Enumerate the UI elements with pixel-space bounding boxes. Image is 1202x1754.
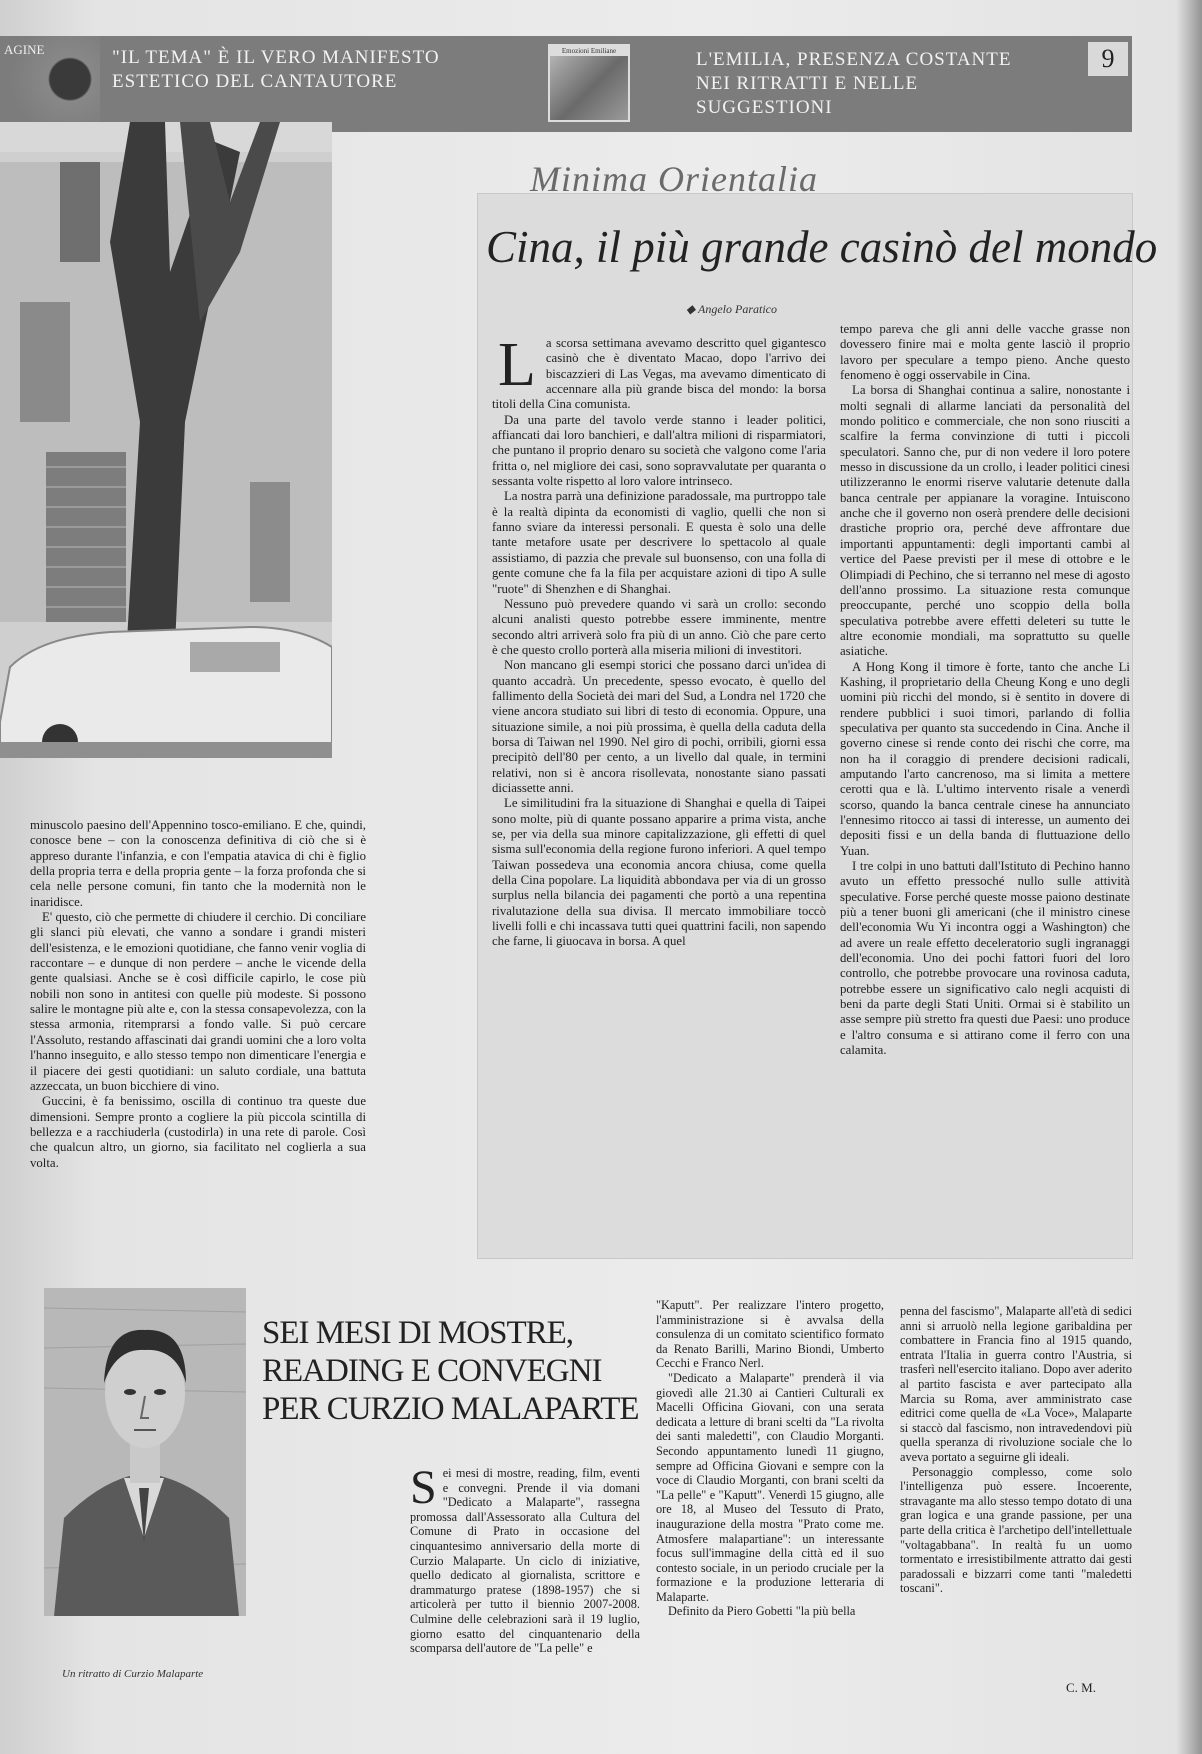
header-right-line1: L'EMILIA, PRESENZA COSTANTE [696, 49, 1012, 70]
article-paragraph: tempo pareva che gli anni delle vacche grasse non dovessero finire mai e molta gente lasciò il proprio lavoro per speculare a tempo pieno. Anche questo fenomeno è oggi osservabile in Cina. [840, 322, 1130, 383]
article-paragraph: I tre colpi in uno battuti dall'Istituto di Pechino hanno avuto un effetto pressoché nullo sulle attività speculative. Forse perché queste mosse paiono destinate più a tener buoni gli americani (che il ministro cinese dell'economia Wu Yi incontra oggi a Washington) che ad avere un reale effetto deceleratorio sugli ingranaggi dell'economia. Uno dei pochi fattori fuori del loro controllo, che potrebbe provocare una rovinosa caduta, potrebbe essere un significativo calo negli acquisti di beni da parte degli Stati Uniti. Ormai si è stabilito un asse sempre più stretto fra questi due Paesi: uno produce e l'altro consuma e si attirano come il ferro con una calamita. [840, 859, 1130, 1058]
bottom-headline-line1: SEI MESI DI MOSTRE, [262, 1315, 574, 1351]
author-signature: C. M. [1066, 1680, 1096, 1695]
paragraph-text: a scorsa settimana avevamo descritto quel gigantesco casinò che è diventato Macao, dopo l'arrivo dei biscazzieri di Las Vegas, ma avevamo dimenticato di accennare alla più grande bisca del mondo: la borsa titoli della Cina comunista. [492, 336, 826, 412]
byline-author: Angelo Paratico [698, 302, 777, 316]
article-headline: Cina, il più grande casinò del mondo [486, 222, 1158, 272]
article-paragraph: Le similitudini fra la situazione di Shanghai e quella di Taipei sono molte, più di quante possano apparire a prima vista, anche se, per via della sua minore capitalizzazione, gli effetti di quel sisma sull'economia della regione furono inferiori. A quel tempo Taiwan possedeva una economia ancora chiusa, come quella della Cina popolare. La liquidità abbondava per via di un grosso surplus nella bilancia dei pagamenti che portò a una repentina rivalutazione della sua divisa. Il mercato immobiliare toccò livelli folli e chi incassava tutti quei quattrini facili, non sapendo che farne, li giuocava in borsa. A quel [492, 796, 826, 949]
bottom-headline-line2: READING E CONVEGNI [262, 1353, 602, 1389]
left-column-text [30, 818, 366, 1171]
article-paragraph [492, 331, 826, 413]
article-paragraph: A Hong Kong il timore è forte, tanto che anche Li Kashing, il proprietario della Cheung Kong e uno degli uomini più ricchi del mondo, si è sentito in dovere di rendere pubblici i suoi timori, parlando di follia speculativa per quanto sta succedendo in Cina. Anche il governo cinese si rende conto dei rischi che corre, ma non ha il coraggio di prendere decisioni radicali, amputando l'arto cancrenoso, ma si limita a mettere cerotti qua e là. L'ultimo intervento risale a venerdì scorso, quando la banca centrale cinese ha annunciato l'ennesimo ritocco ai tassi di interesse, un aumento dei depositi fissi e un della banda di fluttuazione dello Yuan. [840, 659, 1130, 858]
page-edge-shadow [1176, 0, 1202, 1754]
bottom-column-1 [410, 1461, 640, 1656]
dropcap: L [498, 331, 536, 399]
article-column-2 [840, 322, 1130, 1252]
left-column-paragraph: Guccini, è fa benissimo, oscilla di continuo tra queste due dimensioni. Sempre pronto a cogliere la più piccola scintilla di bellezza e a racchiuderla (custodirla) in una rete di parole. Così che qualcun altro, un giorno, sia facilitato nel coglierla a sua volta. [30, 1094, 366, 1170]
bottom-headline [262, 1314, 662, 1428]
article-column-1 [492, 322, 826, 1252]
bottom-paragraph: "Kaputt". Per realizzare l'intero progetto, l'amministrazione si è avvalsa della consulenza di un comitato scientifico formato da Renato Barilli, Marino Biondi, Umberto Cecchi e Franco Nerl. [656, 1298, 884, 1371]
header-right-headline [696, 48, 1056, 120]
bottom-column-2 [656, 1298, 884, 1619]
article-paragraph: Non mancano gli esempi storici che possano darci un'idea di quanto accadrà. Un precedente, spesso evocato, è quello del fallimento della Società dei mari del Sud, a Londra nel 1720 che viene ancora studiato sui libri di testo di economia. Oppure, una situazione simile, a noi più prossima, è quella della caduta della borsa di Taiwan nel 1990. Nel giro di pochi, orribili, giorni essa precipitò dell'80 per cento, a un livello dal quale, in termini relativi, non si è ancora risollevata, nonostante siano passati diciassette anni. [492, 658, 826, 795]
bottom-paragraph [410, 1461, 640, 1656]
article-paragraph: La nostra parrà una definizione paradossale, ma purtroppo tale è la realtà dipinta da economisti di vaglio, quelli che non si fanno sviare da interessi personali. E questa è solo una delle tante metafore usate per descrivere lo spettacolo al quale assistiamo, di pazzia che prevale sul buonsenso, con una folla di gente comune che fa la fila per acquistare azioni di tipo A sulle "ruote" di Shenzhen e di Shanghai. [492, 489, 826, 596]
header-right-line2: NEI RITRATTI E NELLE SUGGESTIONI [696, 73, 919, 118]
bottom-headline-line3: PER CURZIO MALAPARTE [262, 1391, 639, 1427]
paragraph-text: ei mesi di mostre, reading, film, eventi e convegni. Prende il via domani "Dedicato a Malaparte", rassegna promossa dall'Assessorato alla Cultura del Comune di Prato in occasione del cinquantesimo anniversario della morte di Curzio Malaparte. Un ciclo di iniziative, quello dedicato al giornalista, scrittore e drammaturgo pratese (1898-1957) che si articolerà per tutto il biennio 2007-2008. Culmine delle celebrazioni sarà il 19 luglio, giorno esatto del cinquantenario della scomparsa dell'autore de "La pelle" e [410, 1466, 640, 1656]
street-photo [0, 122, 332, 758]
bottom-paragraph: penna del fascismo", Malaparte all'età di sedici anni si arruolò nella legione garibaldina per combattere in Francia fino al 1915 quando, entrata l'Italia in guerra contro l'Austria, si trasferì nell'esercito italiano. Dopo aver aderito al partito fascista e aver partecipato alla Marcia su Roma, aver amministrato case editrici come quella de «La Voce», Malaparte si staccò dal fascismo, non intravedendovi più quella speranza di rivoluzione sociale che lo aveva portato a seguirne gli ideali. [900, 1304, 1132, 1464]
column-kicker: Minima Orientalia [530, 159, 818, 199]
portrait-caption: Un ritratto di Curzio Malaparte [62, 1668, 204, 1680]
street-photo-image [0, 122, 332, 758]
left-column-paragraph: minuscolo paesino dell'Appennino tosco-emiliano. E che, quindi, conosce bene – con la conoscenza definitiva di ciò che si è appreso durante l'infanzia, e con l'empatia atavica di chi è figlio della propria terra e della propria gente – la forza profonda che si cela nelle persone comuni, fin tanto che la modernità non le inaridisce. [30, 818, 366, 909]
malaparte-portrait [44, 1288, 246, 1616]
article-paragraph: La borsa di Shanghai continua a salire, nonostante i molti segnali di allarme lanciati da personalità del mondo politico e commerciale, che non sono riusciti a scalfire la ferma convinzione di tutti i piccoli speculatori. Sanno che, pur di non vedere il loro potere messo in discussione da un crollo, i leader politici cinesi utilizzeranno le enormi riserve valutarie detenute dalla banca centrale per appianare la voragine. Intuiscono anche che il governo non oserà prendere delle decisioni drastiche proprio ora, perché deve affrontare due importanti appuntamenti: degli importanti cambi al vertice del Paese previsti per il mese di ottobre e le Olimpiadi di Pechino, che si terranno nel mese di agosto dell'anno prossimo. La situazione resta comunque preoccupante, perché uno scoppio della bolla speculativa potrebbe avere effetti deleteri su tutte le altre economie mondiali, ma soprattutto su quelle asiatiche. [840, 383, 1130, 659]
page-number: 9 [1088, 42, 1128, 76]
article-paragraph: Da una parte del tavolo verde stanno i leader politici, affiancati dai loro banchieri, e dall'altra milioni di risparmiatori, che puntano il proprio denaro su società che valgono come l'aria fritta o, nel migliore dei casi, sono sopravvalutate per quaranta o sessanta volte rispetto al loro valore intrinseco. [492, 412, 826, 489]
header-thumbnail-caption: Emozioni Emiliane [550, 46, 628, 56]
header-thumbnail [548, 44, 630, 122]
portrait-image [44, 1288, 246, 1616]
header-left-line1: "IL TEMA" È IL VERO MANIFESTO [112, 47, 440, 68]
header-left-line2: ESTETICO DEL CANTAUTORE [112, 71, 398, 92]
section-logo [0, 36, 100, 132]
article-body [484, 322, 1130, 1252]
bottom-paragraph: "Dedicato a Malaparte" prenderà il via giovedì alle 21.30 ai Cantieri Culturali ex Macelli Officina Giovani, con una serata dedicata a letture di brani scelti da "La rivolta dei santi maledetti", con Claudio Morganti. Secondo appuntamento lunedì 11 giugno, sempre ad Officina Giovani e sempre con la voce di Claudio Morganti, con brani scelti da "La pelle" e "Kaputt". Venerdì 15 giugno, alle ore 18, al Museo del Tessuto di Prato, inaugurazione della mostra "Prato come me. Atmosfere malapartiane": un interessante focus sull'immagine della città ed il suo contesto sociale, in un periodo cruciale per la formazione e la produzione letteraria di Malaparte. [656, 1370, 884, 1604]
bottom-paragraph: Personaggio complesso, come solo l'intelligenza può essere. Incoerente, stravagante ma allo stesso tempo dotato di una gran logica e una grande passione, per una parte della critica è l'archetipo dell'intellettuale "voltagabbana". In realtà fu un uomo tormentato e irresistibilmente attratto dai gesti paradossali e bizzarri come tanti "maledetti toscani". [900, 1464, 1132, 1596]
bottom-paragraph: Definito da Piero Gobetti "la più bella [668, 1604, 856, 1619]
bottom-column-3 [900, 1304, 1132, 1596]
article-paragraph: Nessuno può prevedere quando vi sarà un crollo: secondo alcuni analisti questo potrebbe essere imminente, mentre secondo altri arriverà solo fra più di un anno. Ciò che pare certo è che questo crollo porterà alla miseria milioni di investitori. [492, 596, 826, 657]
section-logo-text: AGINE [4, 42, 45, 57]
page-header-band [100, 36, 1132, 132]
bottom-dropcap: S [410, 1461, 437, 1514]
left-column-paragraph: E' questo, ciò che permette di chiudere il cerchio. Di conciliare gli slanci più elevati, che vanno a sondare i grandi misteri dell'esistenza, e le emozioni quotidiane, che fanno venir voglia di raccontare – e dunque di non perdere – anche le vicende della gente qualsiasi. Anche se è così difficile capirlo, le cose più nobili non sono in antitesi con quelle più modeste. Si possono salire le montagne più alte e, con la stessa consapevolezza, con la stessa armonia, ritemprarsi a fondo valle. Si può cercare l'Assoluto, restando affascinati dai grandi uomini che a loro volta l'hanno inseguito, e allo stesso tempo non dimenticare l'energia e il piacere dei gesti quotidiani: un saluto cordiale, una battuta azzeccata, un buon bicchiere di vino. [30, 910, 366, 1093]
article-byline: ◆ Angelo Paratico [686, 302, 777, 316]
header-left-headline [112, 46, 532, 94]
